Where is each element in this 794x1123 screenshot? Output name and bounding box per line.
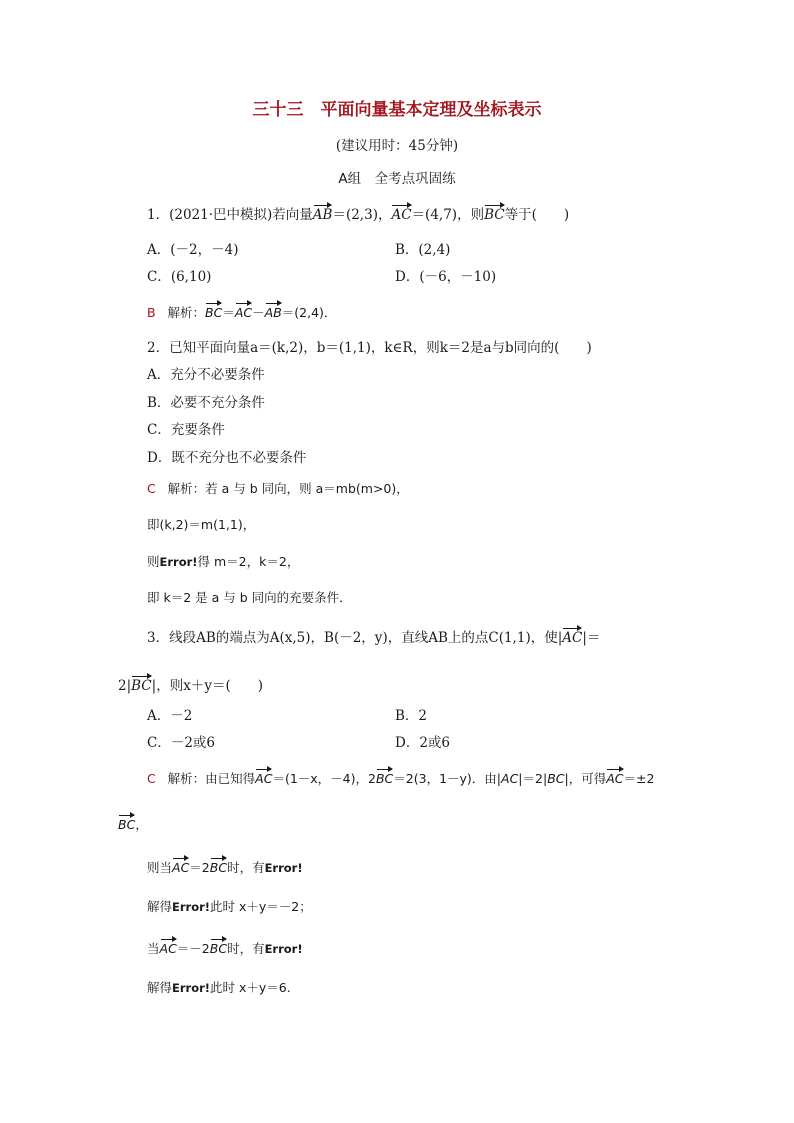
vector-ac: AC <box>606 768 623 788</box>
q2-sol1: 解析：若 a 与 b 同向，则 a＝mb(m>0)， <box>167 481 409 496</box>
q3-solution-line-2 <box>147 857 303 877</box>
q1-option-a: A．(－2，－4) <box>147 242 239 258</box>
q3-line2-post: |，则x＋y＝( ) <box>151 678 263 694</box>
q1-sol-result: ＝(2,4)． <box>281 305 337 320</box>
vector-bc: BC <box>118 814 135 834</box>
section-heading: A组 全考点巩固练 <box>338 171 456 187</box>
q3-sol4-b: ＝－2 <box>176 941 210 956</box>
q3-sol3-b: 此时 x＋y＝－2； <box>210 899 312 914</box>
error-text: Error! <box>172 981 211 995</box>
q2-solution-line-4: 即 k＝2 是 a 与 b 同向的充要条件． <box>147 590 352 605</box>
q3-sol1-b: ＝(1－x，－4)，2 <box>272 771 376 786</box>
q3-sol5-a: 解得 <box>147 980 173 995</box>
error-text: Error! <box>172 900 211 914</box>
q1-option-d: D．(－6，－10) <box>395 269 497 285</box>
error-text: Error! <box>159 555 198 569</box>
q3-sol3-a: 解得 <box>147 899 173 914</box>
q3-solution-line-1 <box>147 768 654 788</box>
q1-sol-eq: ＝ <box>222 305 235 320</box>
vector-ab: AB <box>313 204 333 224</box>
vector-ac: AC <box>391 204 411 224</box>
q1-option-b: B．(2,4) <box>395 242 451 258</box>
q3-bc-magnitude: BC <box>547 771 565 786</box>
q3-ac-magnitude: AC <box>501 771 519 786</box>
time-hint: (建议用时：45分钟) <box>335 138 459 154</box>
q2-answer: C <box>147 481 156 496</box>
question-2-stem: 2．已知平面向量a＝(k,2)，b＝(1,1)，k∈R，则k＝2是a与b同向的( ) <box>147 340 592 356</box>
q1-eq1: ＝(2,3)， <box>332 207 392 223</box>
q2-option-d: D．既不充分也不必要条件 <box>147 450 307 466</box>
error-text: Error! <box>264 942 303 956</box>
q3-sol2-b: ＝2 <box>189 860 210 875</box>
q3-solution-line-1-wrap <box>118 814 148 834</box>
q3-line1-post: |＝ <box>582 630 601 646</box>
q2-option-a: A．充分不必要条件 <box>147 367 265 383</box>
q2-sol3-post: 得 m＝2，k＝2， <box>197 554 300 569</box>
q3-sol1-c: ＝2(3，1－y)．由| <box>393 771 502 786</box>
q1-sol-label: 解析： <box>167 305 206 320</box>
q3-solution-line-4 <box>147 938 303 958</box>
vector-ac: AC <box>255 768 272 788</box>
q3-option-d: D．2或6 <box>395 735 451 751</box>
q2-solution-line-1 <box>147 480 409 498</box>
q3-sol4-c: 时，有 <box>227 941 265 956</box>
q3-solution-line-5 <box>147 979 291 997</box>
vector-bc: BC <box>484 204 505 224</box>
q3-sol1-d: |＝2| <box>518 771 548 786</box>
q1-answer: B <box>147 305 156 320</box>
q1-suffix: 等于( ) <box>504 207 570 223</box>
vector-ac: AC <box>562 627 582 647</box>
vector-ac: AC <box>235 302 252 322</box>
error-text: Error! <box>264 861 303 875</box>
q2-option-b: B．必要不充分条件 <box>147 395 265 411</box>
q1-solution <box>147 302 336 322</box>
q3-line1-pre: 3．线段AB的端点为A(x,5)，B(－2，y)，直线AB上的点C(1,1)，使| <box>147 630 563 646</box>
q3-line2-pre: 2| <box>118 678 132 694</box>
page-title: 三十三 平面向量基本定理及坐标表示 <box>252 100 542 120</box>
q3-option-a: A．－2 <box>147 708 193 724</box>
vector-bc: BC <box>210 938 227 958</box>
q2-sol3-pre: 则 <box>147 554 160 569</box>
q1-sol-minus: － <box>252 305 265 320</box>
q3-sol2-a: 则当 <box>147 860 173 875</box>
q3-sol1-g: ， <box>135 817 148 832</box>
vector-bc: BC <box>205 302 222 322</box>
q3-answer: C <box>147 771 156 786</box>
q1-eq2: ＝(4,7)，则 <box>411 207 485 223</box>
q3-sol2-c: 时，有 <box>227 860 265 875</box>
question-1-stem <box>147 204 569 224</box>
q3-sol5-b: 此时 x＋y＝6. <box>210 980 291 995</box>
q2-solution-line-3 <box>147 553 299 571</box>
q3-sol1-a: 解析：由已知得 <box>167 771 256 786</box>
q3-option-c: C．－2或6 <box>147 735 216 751</box>
vector-bc: BC <box>131 675 152 695</box>
vector-ab: AB <box>265 302 282 322</box>
q3-sol1-e: |，可得 <box>564 771 607 786</box>
vector-ac: AC <box>160 938 177 958</box>
q1-prefix: 1．(2021·巴中模拟)若向量 <box>147 207 313 223</box>
q3-solution-line-3 <box>147 898 312 916</box>
vector-bc: BC <box>376 768 393 788</box>
question-3-stem-line-1 <box>147 627 600 647</box>
q1-option-c: C．(6,10) <box>147 269 212 285</box>
q3-sol1-f: ＝±2 <box>623 771 655 786</box>
q3-option-b: B．2 <box>395 708 428 724</box>
vector-bc: BC <box>210 857 227 877</box>
vector-ac: AC <box>172 857 189 877</box>
q2-option-c: C．充要条件 <box>147 422 225 438</box>
q3-sol4-a: 当 <box>147 941 160 956</box>
q2-solution-line-2: 即(k,2)＝m(1,1)， <box>147 517 256 532</box>
question-3-stem-line-2 <box>118 675 263 695</box>
